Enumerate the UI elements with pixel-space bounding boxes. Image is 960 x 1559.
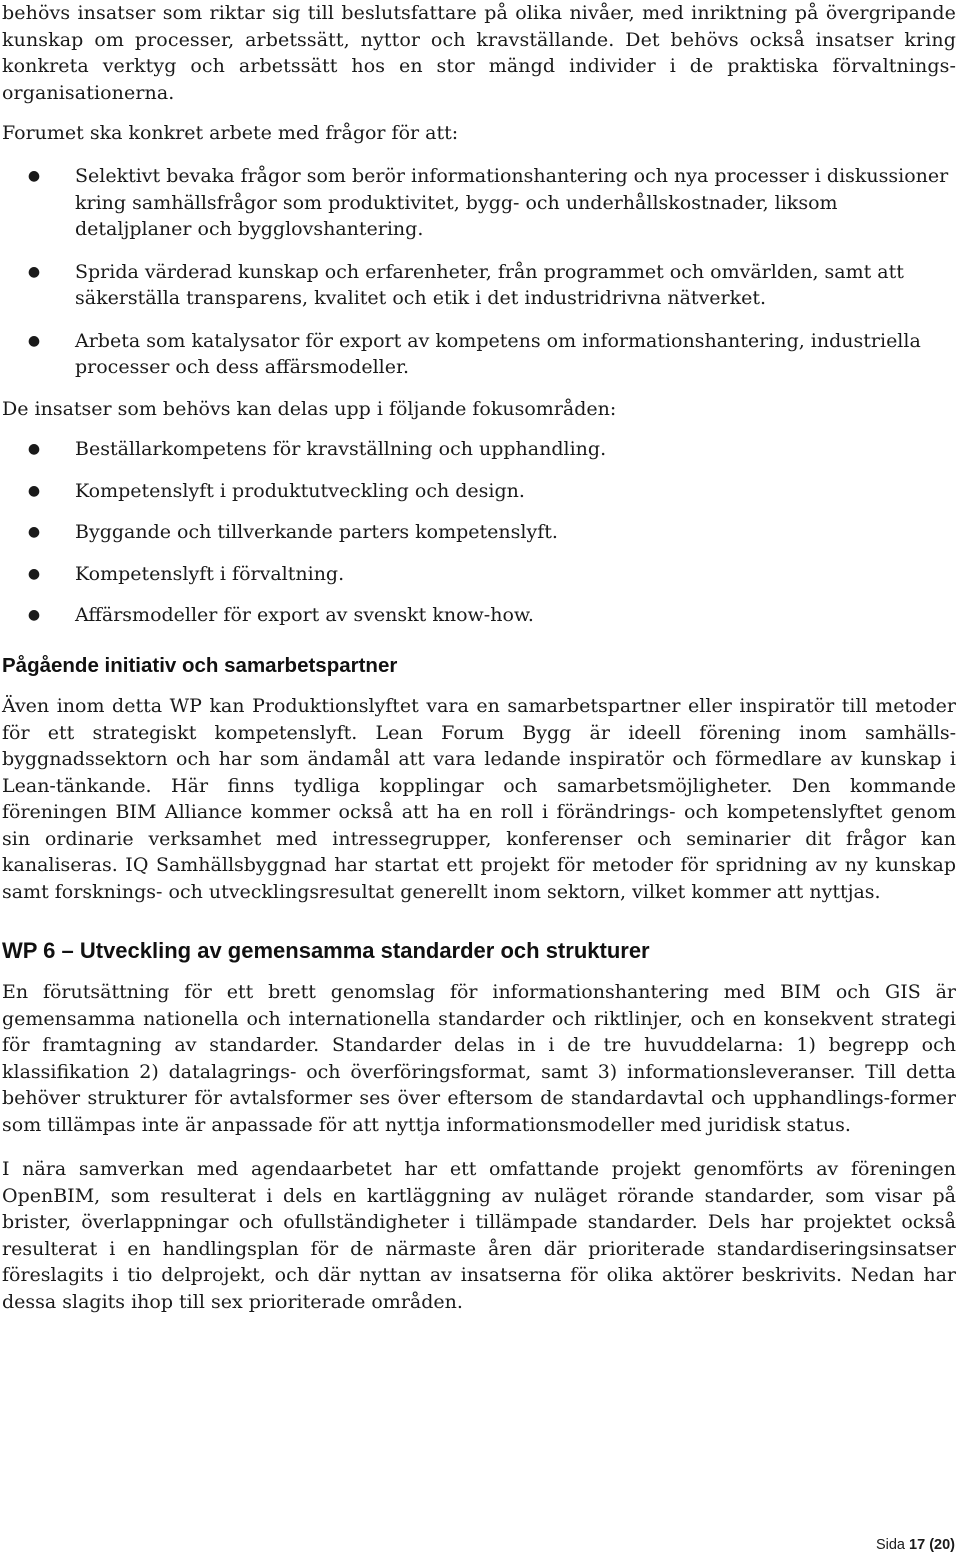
initiatives-paragraph: Även inom detta WP kan Produktionslyftet vara en samarbetspartner eller inspiratör till metoder för ett strategiskt kompetenslyft. Lean Forum Bygg är ideell förening inom samhälls-byggnadssektorn och har som ändamål att vara ledande inspiratör och förmedlare av kunskap i Lean-tänkande. Här finns tydliga kopplingar och samarbetsmöjligheter. Den kommande föreningen BIM Alliance kommer också att ha en roll i förändrings- och kompetenslyftet genom sin ordinarie verksamhet med intressegrupper, konferenser och seminarier dit frågor kan kanaliseras. IQ Samhällsbyggnad har startat ett projekt för metoder för spridning av ny kunskap samt forsknings- och utvecklingsresultat generellt inom sektorn, vilket kommer att nyttjas. [2,695,956,903]
section-heading: Pågående initiativ och samarbetspartner [2,654,398,677]
page-number: 17 [909,1537,926,1553]
bullet-icon: ● [27,524,41,540]
list-item: ● Affärsmodeller för export av svenskt know-how. [2,602,956,629]
bullet-icon: ● [27,441,41,457]
bullet-icon: ● [27,565,41,582]
focus-bullet-list [2,436,956,629]
forum-lead: Forumet ska konkret arbete med frågor för att: [2,122,459,144]
bullet-icon: ● [27,607,41,623]
page-total: (20) [929,1537,955,1553]
forum-bullet-list [2,163,956,381]
list-item: ● Byggande och tillverkande parters kompetenslyft. [2,519,956,546]
focus-lead: De insatser som behövs kan delas upp i följande fokusområden: [2,398,617,420]
list-item: ● Sprida värderad kunskap och erfarenheter, från programmet och omvärlden, samt att säkerställa transparens, kvalitet och etik i det industridrivna nätverket. [27,260,904,309]
list-item: ● Beställarkompetens för kravställning och upphandling. [2,436,956,463]
list-item: ● Kompetenslyft i produktutveckling och design. [2,478,956,505]
list-item: ● Arbeta som katalysator för export av kompetens om informationshantering, industriella processer och dess affärsmodeller. [27,329,921,378]
list-item: ● Kompetenslyft i förvaltning. [2,561,956,588]
page-label: Sida [875,1537,905,1553]
bullet-icon: ● [27,332,41,349]
wp6-paragraph-1: En förutsättning för ett brett genomslag för informationshantering med BIM och GIS är gemensamma nationella och internationella standarder och riktlinjer, och en konsekvent strategi för framtagning av standarder. Standarder delas in i de tre huvuddelarna: 1) begrepp och klassifikation 2) datalagrings- och överföringsformat, samt 3) informationsleveranser. Till detta behöver strukturer för avtalsformer ses över eftersom de standardavtal och upphandlings-former som tillämpas inte är anpassade för att nyttja informationsmodeller med juridisk status. [2,981,956,1136]
bullet-icon: ● [27,263,41,280]
intro-paragraph: behövs insatser som riktar sig till beslutsfattare på olika nivåer, med inriktning på övergripande kunskap om processer, arbetssätt, nyttor och kravställande. Det behövs också insatser kring konkreta verktyg och arbetssätt hos en stor mängd individer i de praktiska förvaltnings-organisationerna. [2,2,956,104]
wp6-paragraph-2: I nära samverkan med agendaarbetet har ett omfattande projekt genomförts av föreningen OpenBIM, som resulterat i dels en kartläggning av nuläget rörande standarder, som visar på brister, överlappningar och ofullständigheter i tillämpade standarder. Dels har projektet också resulterat i en handlingsplan för de närmaste åren där prioriterade standardiseringsinsatser föreslagits i tio delprojekt, och där nyttan av insatserna för olika aktörer beskrivits. Nedan har dessa slagits ihop till sex prioriterade områden. [2,1158,956,1313]
page-footer [876,1535,955,1555]
bullet-icon: ● [27,482,41,499]
wp6-heading: WP 6 – Utveckling av gemensamma standarder och strukturer [2,938,650,963]
list-item: ● Selektivt bevaka frågor som berör informationshantering och nya processer i diskussioner kring samhällsfrågor som produktivitet, bygg- och underhållskostnader, liksom detaljplaner och bygglovshantering. [27,165,949,240]
bullet-icon: ● [27,168,41,184]
